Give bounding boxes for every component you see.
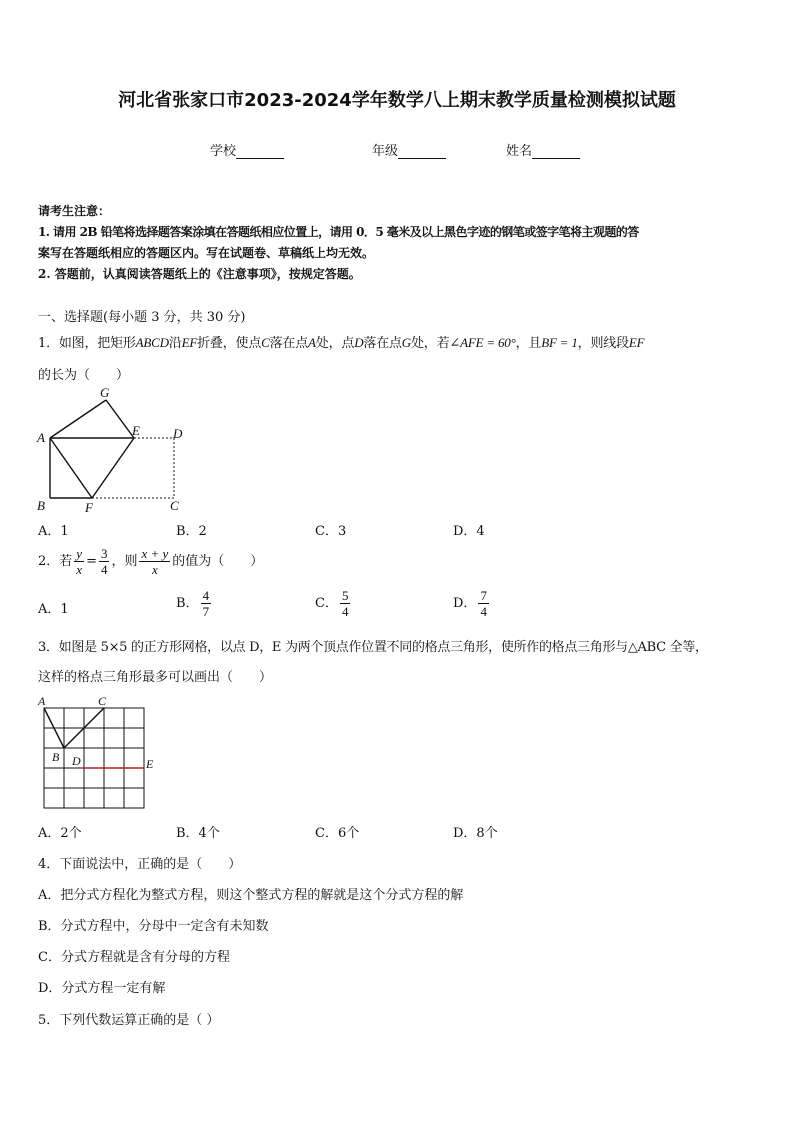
q2-option-b-fraction	[201, 588, 212, 619]
q1-option-d[interactable]: D．4	[453, 524, 485, 539]
q1-label-d: D	[173, 426, 183, 441]
q1-text: 处，若	[411, 336, 450, 351]
q1-label-g: G	[100, 385, 110, 400]
q4-option-b[interactable]: B．分式方程中，分母中一定含有未知数	[38, 919, 269, 934]
q2-option-c-fraction	[340, 588, 351, 619]
q1-text: 沿	[168, 336, 182, 351]
section-heading: 一、选择题(每小题 3 分，共 30 分)	[38, 310, 246, 325]
q2-text: 2．若	[38, 554, 73, 569]
q2-text: ，则	[111, 554, 138, 569]
q2-frac-den: 7	[202, 604, 210, 619]
q2-fraction-y-over-x	[74, 546, 84, 577]
q2-fraction-xy-over-x	[139, 546, 170, 577]
q3-stem-line-1: 3．如图是 5×5 的正方形网格，以点 D，E 为两个顶点作位置不同的格点三角形，使所作的格点三角形与△ABC 全等，	[38, 640, 708, 655]
q1-fold-line: EF	[181, 335, 198, 350]
q5-stem: 5．下列代数运算正确的是（ ）	[38, 1013, 220, 1028]
q1-text: 折叠，使点	[197, 336, 262, 351]
q1-point: G	[401, 335, 411, 350]
q1-label-e: E	[132, 423, 140, 438]
q1-option-b[interactable]: B．2	[176, 524, 207, 539]
q3-label-c: C	[98, 694, 107, 708]
q1-label-f: F	[85, 500, 93, 515]
q3-label-d: D	[72, 754, 81, 768]
q1-text: ，则线段	[577, 336, 629, 351]
q2-frac-den: x	[152, 562, 158, 577]
q1-text: ，且	[515, 336, 542, 351]
q1-edge-ef	[92, 438, 134, 498]
q1-label-a: A	[37, 430, 45, 445]
name-field[interactable]	[506, 140, 580, 159]
grade-field[interactable]	[372, 140, 446, 159]
q3-label-a: A	[38, 694, 46, 708]
q2-equals: =	[86, 554, 97, 569]
q2-frac-num: 5	[341, 588, 349, 603]
notice-line-2: 案写在答题纸相应的答题区内。写在试题卷、草稿纸上均无效。	[38, 246, 375, 260]
q3-label-b: B	[52, 750, 60, 764]
q1-point: C	[261, 335, 270, 350]
q2-fraction-3-4	[99, 546, 110, 577]
q2-frac-num: 7	[480, 588, 487, 603]
q1-stem-line-2: 的长为（ ）	[38, 368, 130, 383]
q2-option-d[interactable]	[453, 588, 491, 619]
q2-option-b-label: B．	[176, 596, 199, 611]
page-title: 河北省张家口市2023-2024学年数学八上期末教学质量检测模拟试题	[118, 90, 676, 111]
q1-edge-af	[50, 438, 92, 498]
notice-heading: 请考生注意：	[38, 204, 111, 218]
q1-point: D	[354, 335, 364, 350]
q2-option-b[interactable]	[176, 588, 213, 619]
notice-line-3: 2. 答题前，认真阅读答题纸上的《注意事项》，按规定答题。	[38, 267, 361, 281]
q1-stem-line-1	[38, 332, 644, 351]
q1-point: A	[308, 335, 316, 350]
q4-option-d[interactable]: D．分式方程一定有解	[38, 981, 166, 996]
school-label: 学校	[210, 144, 237, 159]
grade-label: 年级	[372, 144, 399, 159]
q2-frac-num: 4	[202, 588, 210, 603]
q4-stem: 4．下面说法中，正确的是（ ）	[38, 857, 242, 872]
q1-text: 落在点	[363, 336, 402, 351]
q1-label-c: C	[170, 498, 179, 513]
q2-text: 的值为（ ）	[172, 554, 264, 569]
q1-option-c[interactable]: C．3	[315, 524, 347, 539]
q2-stem	[38, 546, 263, 577]
q2-option-d-label: D．	[453, 596, 477, 611]
q2-frac-num: x + y	[141, 546, 169, 561]
q2-frac-num: y	[76, 546, 83, 561]
school-field[interactable]	[210, 140, 284, 159]
q3-option-d[interactable]: D．8个	[453, 826, 498, 841]
q1-edge-ag	[50, 400, 106, 438]
q1-edge-ge	[106, 400, 134, 438]
q2-frac-den: 4	[480, 604, 487, 619]
q2-option-c-label: C．	[315, 596, 338, 611]
q3-label-e: E	[146, 757, 154, 771]
q1-text: 处，点	[315, 336, 355, 351]
notice-line-1: 1. 请用 2B 铅笔将选择题答案涂填在答题纸相应位置上，请用 0．5 毫米及以上黑色字迹的钢笔或签字笔将主观题的答	[38, 225, 639, 239]
q1-label-b: B	[37, 498, 45, 513]
q1-option-a[interactable]: A．1	[38, 524, 69, 539]
q1-segment: EF	[628, 335, 645, 350]
q1-text: 落在点	[269, 336, 309, 351]
q1-figure	[34, 384, 194, 516]
q2-option-c[interactable]	[315, 588, 352, 619]
q2-frac-den: 4	[341, 604, 349, 619]
q1-rect-name: ABCD	[135, 335, 169, 350]
q2-option-d-fraction	[478, 588, 489, 619]
q3-stem-line-2: 这样的格点三角形最多可以画出（ ）	[38, 670, 273, 685]
q1-bf: BF = 1	[541, 335, 578, 350]
q2-frac-den: 4	[100, 562, 108, 577]
q1-angle: ∠AFE = 60°	[449, 335, 516, 350]
q3-option-c[interactable]: C．6个	[315, 826, 360, 841]
q4-option-c[interactable]: C．分式方程就是含有分母的方程	[38, 950, 230, 965]
q3-option-b[interactable]: B．4个	[176, 826, 220, 841]
q2-option-a[interactable]: A．1	[38, 602, 69, 617]
q2-frac-den: x	[76, 562, 83, 577]
q3-option-a[interactable]: A．2个	[38, 826, 82, 841]
q1-text: 1．如图，把矩形	[38, 336, 136, 351]
q2-frac-num: 3	[100, 546, 108, 561]
q4-option-a[interactable]: A．把分式方程化为整式方程，则这个整式方程的解就是这个分式方程的解	[38, 888, 464, 903]
q3-grid-figure	[36, 694, 160, 810]
name-label: 姓名	[506, 144, 533, 159]
